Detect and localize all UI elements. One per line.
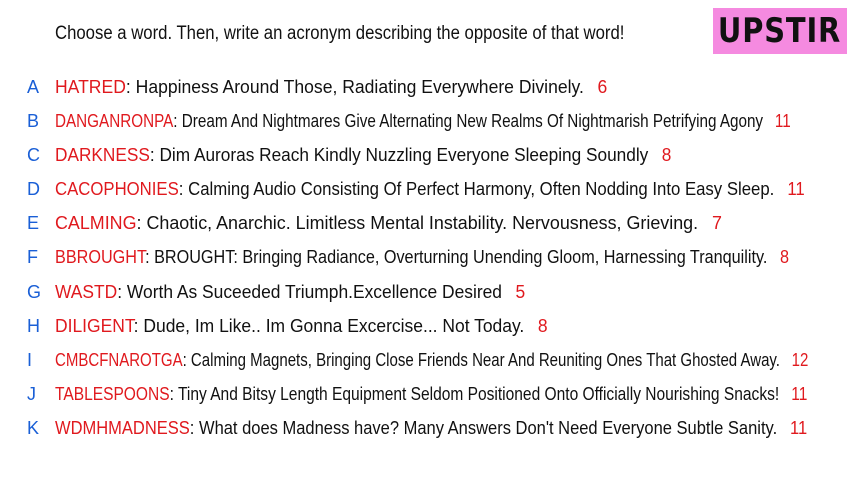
entry-letter: E xyxy=(27,213,40,233)
entry-row xyxy=(0,142,853,168)
entry-acronym: Tiny And Bitsy Length Equipment Seldom Positioned Onto Officially Nourishing Snacks! xyxy=(177,384,780,404)
entry-word: CMBCFNAROTGA xyxy=(55,350,183,370)
entry-line xyxy=(55,176,805,202)
entry-line xyxy=(55,210,722,236)
entry-letter-count: 6 xyxy=(597,77,608,97)
entry-line xyxy=(55,244,789,270)
entry-line xyxy=(55,347,808,373)
entry-letter-count: 8 xyxy=(537,316,548,336)
entry-acronym: Dream And Nightmares Give Alternating New Realms Of Nightmarish Petrifying Agony xyxy=(181,111,764,131)
entry-word: DARKNESS xyxy=(55,145,150,165)
entry-letter-count: 11 xyxy=(790,418,808,438)
entry-word: TABLESPOONS xyxy=(55,384,170,404)
entry-letter: H xyxy=(27,316,40,336)
entry-acronym: Calming Magnets, Bringing Close Friends Near And Reuniting Ones That Ghosted Away. xyxy=(190,350,780,370)
entry-row xyxy=(0,74,853,100)
entry-letter: J xyxy=(27,384,36,404)
entry-line xyxy=(55,381,807,407)
entry-word: CACOPHONIES xyxy=(55,179,179,199)
entry-acronym: BROUGHT: Bringing Radiance, Overturning Unending Gloom, Harnessing Tranquility. xyxy=(154,247,768,267)
entry-word: WASTD xyxy=(55,282,118,302)
entry-row xyxy=(0,210,853,236)
entry-letter-count: 8 xyxy=(661,145,672,165)
colon-separator: : xyxy=(117,282,127,302)
colon-separator: : xyxy=(133,316,144,336)
colon-separator: : xyxy=(169,384,178,404)
entry-letter-count: 11 xyxy=(774,111,791,131)
entry-row xyxy=(0,279,853,305)
entry-acronym: Happiness Around Those, Radiating Everywhere Divinely. xyxy=(135,77,584,97)
colon-separator: : xyxy=(149,145,160,165)
entry-letter: A xyxy=(27,77,40,97)
entry-row xyxy=(0,313,853,339)
entry-row xyxy=(0,244,853,270)
colon-separator: : xyxy=(145,247,155,267)
colon-separator: : xyxy=(125,77,136,97)
entry-line xyxy=(55,74,607,100)
entry-word: DANGANRONPA xyxy=(55,111,174,131)
entry-line xyxy=(55,415,807,441)
entry-letter: B xyxy=(27,111,40,131)
entry-letter: I xyxy=(27,350,33,370)
entry-row xyxy=(0,347,853,373)
entry-letter-count: 12 xyxy=(791,350,809,370)
entry-line xyxy=(55,142,671,168)
entry-row xyxy=(0,415,853,441)
entry-letter-count: 11 xyxy=(791,384,808,404)
entry-row xyxy=(0,176,853,202)
prompt-text: Choose a word. Then, write an acronym describing the opposite of that word! xyxy=(55,23,625,44)
entry-acronym: Calming Audio Consisting Of Perfect Harmony, Often Nodding Into Easy Sleep. xyxy=(188,179,775,199)
entry-word: BBROUGHT xyxy=(55,247,146,267)
entry-acronym: Dim Auroras Reach Kindly Nuzzling Everyone Sleeping Soundly xyxy=(159,145,649,165)
colon-separator: : xyxy=(182,350,191,370)
entry-letter-count: 8 xyxy=(780,247,790,267)
logo-text: UPSTIR xyxy=(718,11,842,51)
entry-word: HATRED xyxy=(55,77,126,97)
entry-letter: C xyxy=(27,145,40,165)
entry-word: CALMING xyxy=(55,213,137,233)
entry-letter-count: 5 xyxy=(515,282,526,302)
entry-letter: D xyxy=(27,179,40,199)
colon-separator: : xyxy=(136,213,147,233)
upstir-logo xyxy=(713,8,847,54)
entry-word: DILIGENT xyxy=(55,316,134,336)
entry-acronym: Dude, Im Like.. Im Gonna Excercise... Not Today. xyxy=(143,316,525,336)
entry-line xyxy=(55,313,548,339)
colon-separator: : xyxy=(178,179,189,199)
entry-acronym: Chaotic, Anarchic. Limitless Mental Instability. Nervousness, Grieving. xyxy=(146,213,699,233)
entry-row xyxy=(0,108,853,134)
entry-line xyxy=(55,108,791,134)
entry-row xyxy=(0,381,853,407)
entry-letter: G xyxy=(27,282,42,302)
entry-letter: F xyxy=(27,247,38,267)
entry-letter: K xyxy=(27,418,40,438)
colon-separator: : xyxy=(173,111,182,131)
entry-line xyxy=(55,279,525,305)
entry-letter-count: 7 xyxy=(711,213,722,233)
colon-separator: : xyxy=(189,418,199,438)
entry-letter-count: 11 xyxy=(787,179,805,199)
entry-word: WDMHMADNESS xyxy=(55,418,190,438)
entry-acronym: What does Madness have? Many Answers Don't Need Everyone Subtle Sanity. xyxy=(198,418,778,438)
entry-acronym: Worth As Suceeded Triumph.Excellence Desired xyxy=(126,282,503,302)
